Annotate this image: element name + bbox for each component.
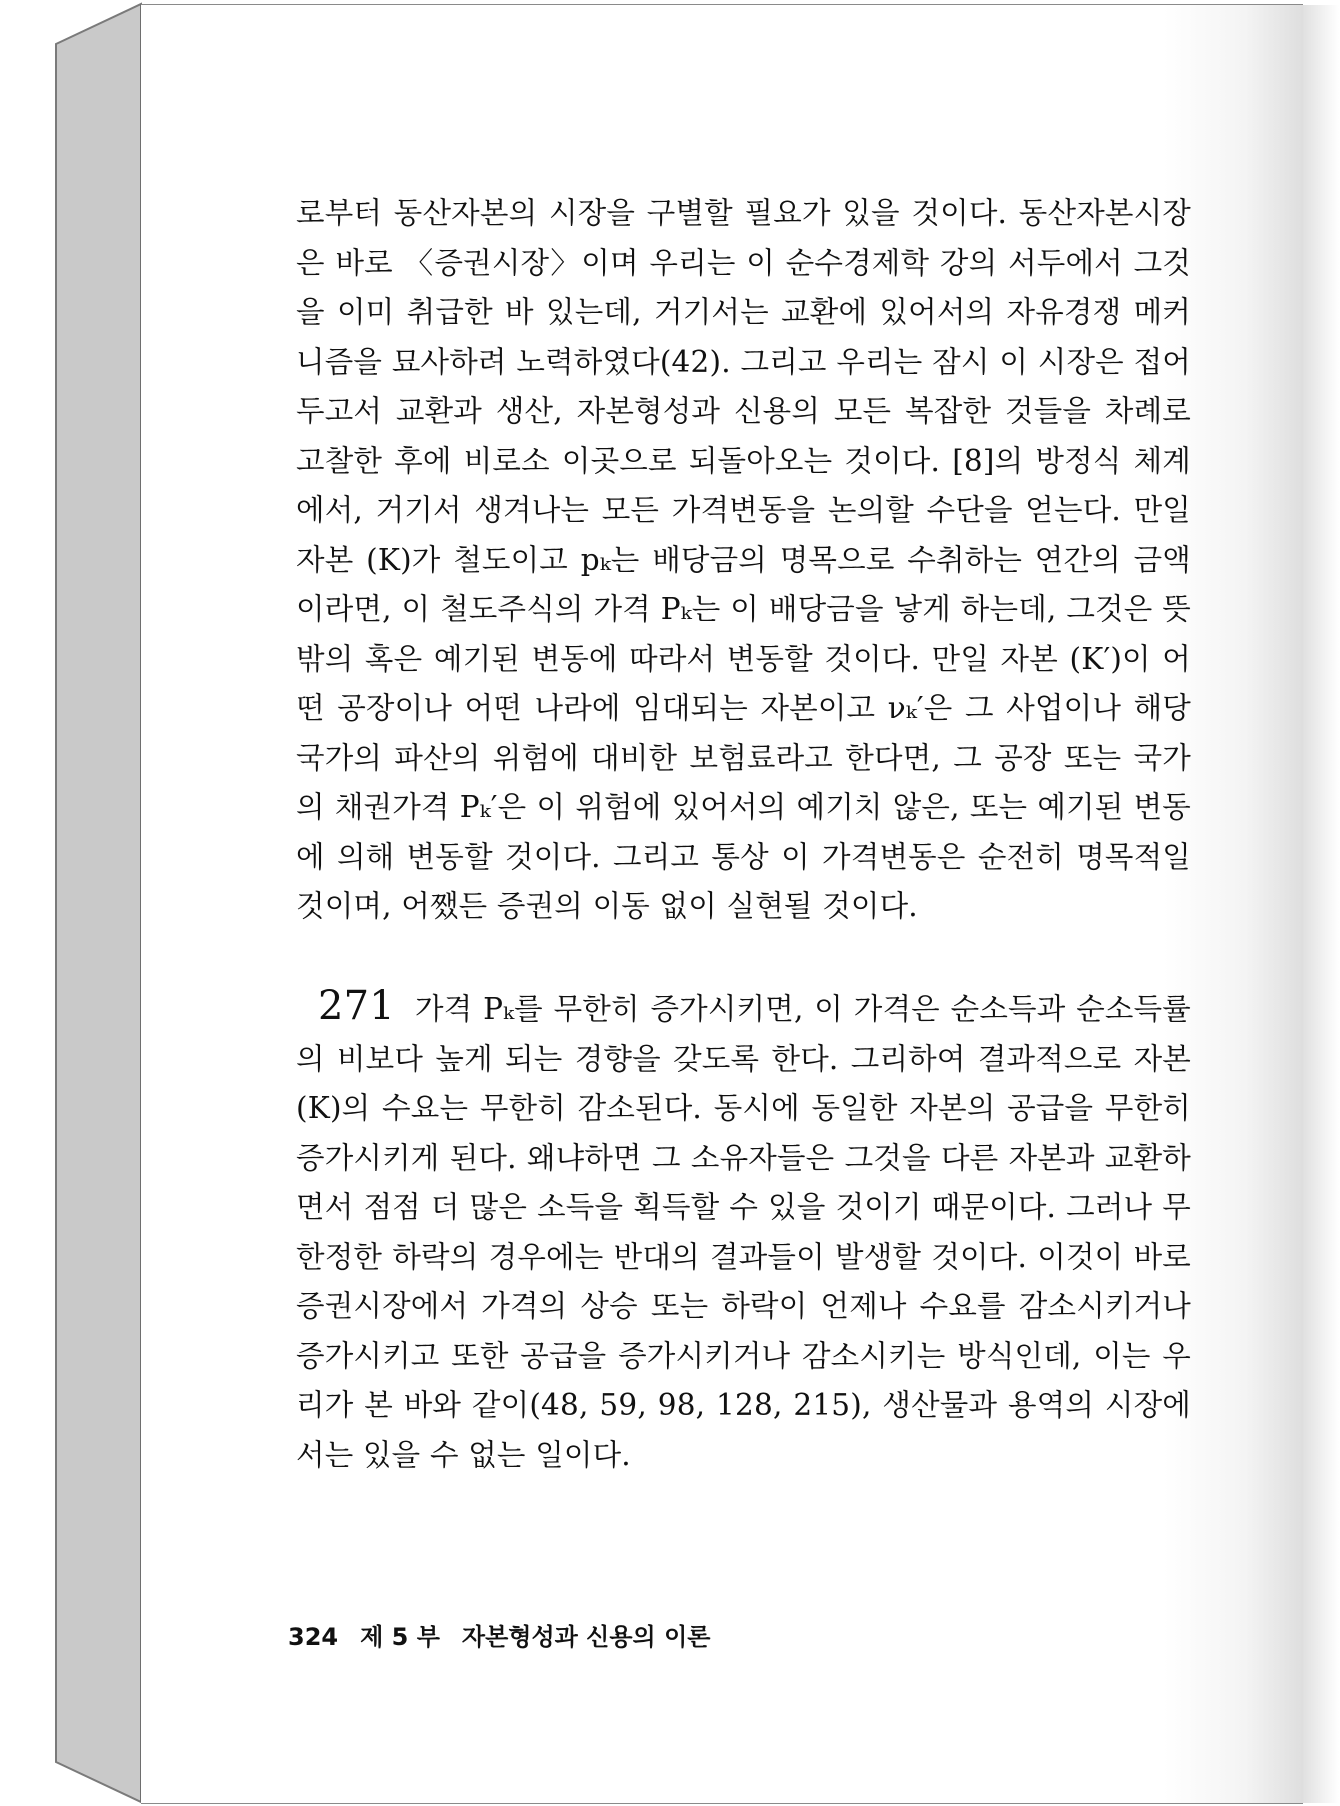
paragraph-271-text: 가격 Pₖ를 무한히 증가시키면, 이 가격은 순소득과 순소득률의 비보다 높게 되는 경향을 갖도록 한다. 그리하여 결과적으로 자본 (K)의 수요는 무한히 감소된다. 동시에 동일한 자본의 공급을 무한히 증가시키게 된다. 왜냐하면 그 소유자들은 그것을 다른 자본과 교환하면서 점점 더 많은 소득을 획득할 수 있을 것이기 때문이다. 그러나 무한정한 하락의 경우에는 반대의 결과들이 발생할 것이다. 이것이 바로 증권시장에서 가격의 상승 또는 하락이 언제나 수요를 감소시키거나 증가시키고 또한 공급을 증가시키거나 감소시키는 방식인데, 이는 우리가 본 바와 같이(48, 59, 98, 128, 215), 생산물과 용역의 시장에서는 있을 수 없는 일이다. [296,992,1191,1472]
footer-part: 제 5 부 [360,1623,440,1651]
body-paragraph-continued: 로부터 동산자본의 시장을 구별할 필요가 있을 것이다. 동산자본시장은 바로 〈증권시장〉이며 우리는 이 순수경제학 강의 서두에서 그것을 이미 취급한 바 있는데, 거기서는 교환에 있어서의 자유경쟁 메커니즘을 묘사하려 노력하였다(42). 그리고 우리는 잠시 이 시장은 접어두고서 교환과 생산, 자본형성과 신용의 모든 복잡한 것들을 차례로 고찰한 후에 비로소 이곳으로 되돌아오는 것이다. [8]의 방정식 체계에서, 거기서 생겨나는 모든 가격변동을 논의할 수단을 얻는다. 만일 자본 (K)가 철도이고 pₖ는 배당금의 명목으로 수취하는 연간의 금액이라면, 이 철도주식의 가격 Pₖ는 이 배당금을 낳게 하는데, 그것은 뜻밖의 혹은 예기된 변동에 따라서 변동할 것이다. 만일 자본 (K′)이 어떤 공장이나 어떤 나라에 임대되는 자본이고 νₖ′은 그 사업이나 해당 국가의 파산의 위험에 대비한 보험료라고 한다면, 그 공장 또는 국가의 채권가격 Pₖ′은 이 위험에 있어서의 예기치 않은, 또는 예기된 변동에 의해 변동할 것이다. 그리고 통상 이 가격변동은 순전히 명목적일 것이며, 어쨌든 증권의 이동 없이 실현될 것이다. [296,196,1191,923]
body-paragraph-271 [296,982,1191,1480]
footer-page-number: 324 [288,1623,339,1651]
footer-section-title: 자본형성과 신용의 이론 [461,1623,711,1651]
paragraph-number: 271 [318,983,395,1029]
book-spine-face [56,4,141,1802]
page-footer [288,1617,732,1652]
